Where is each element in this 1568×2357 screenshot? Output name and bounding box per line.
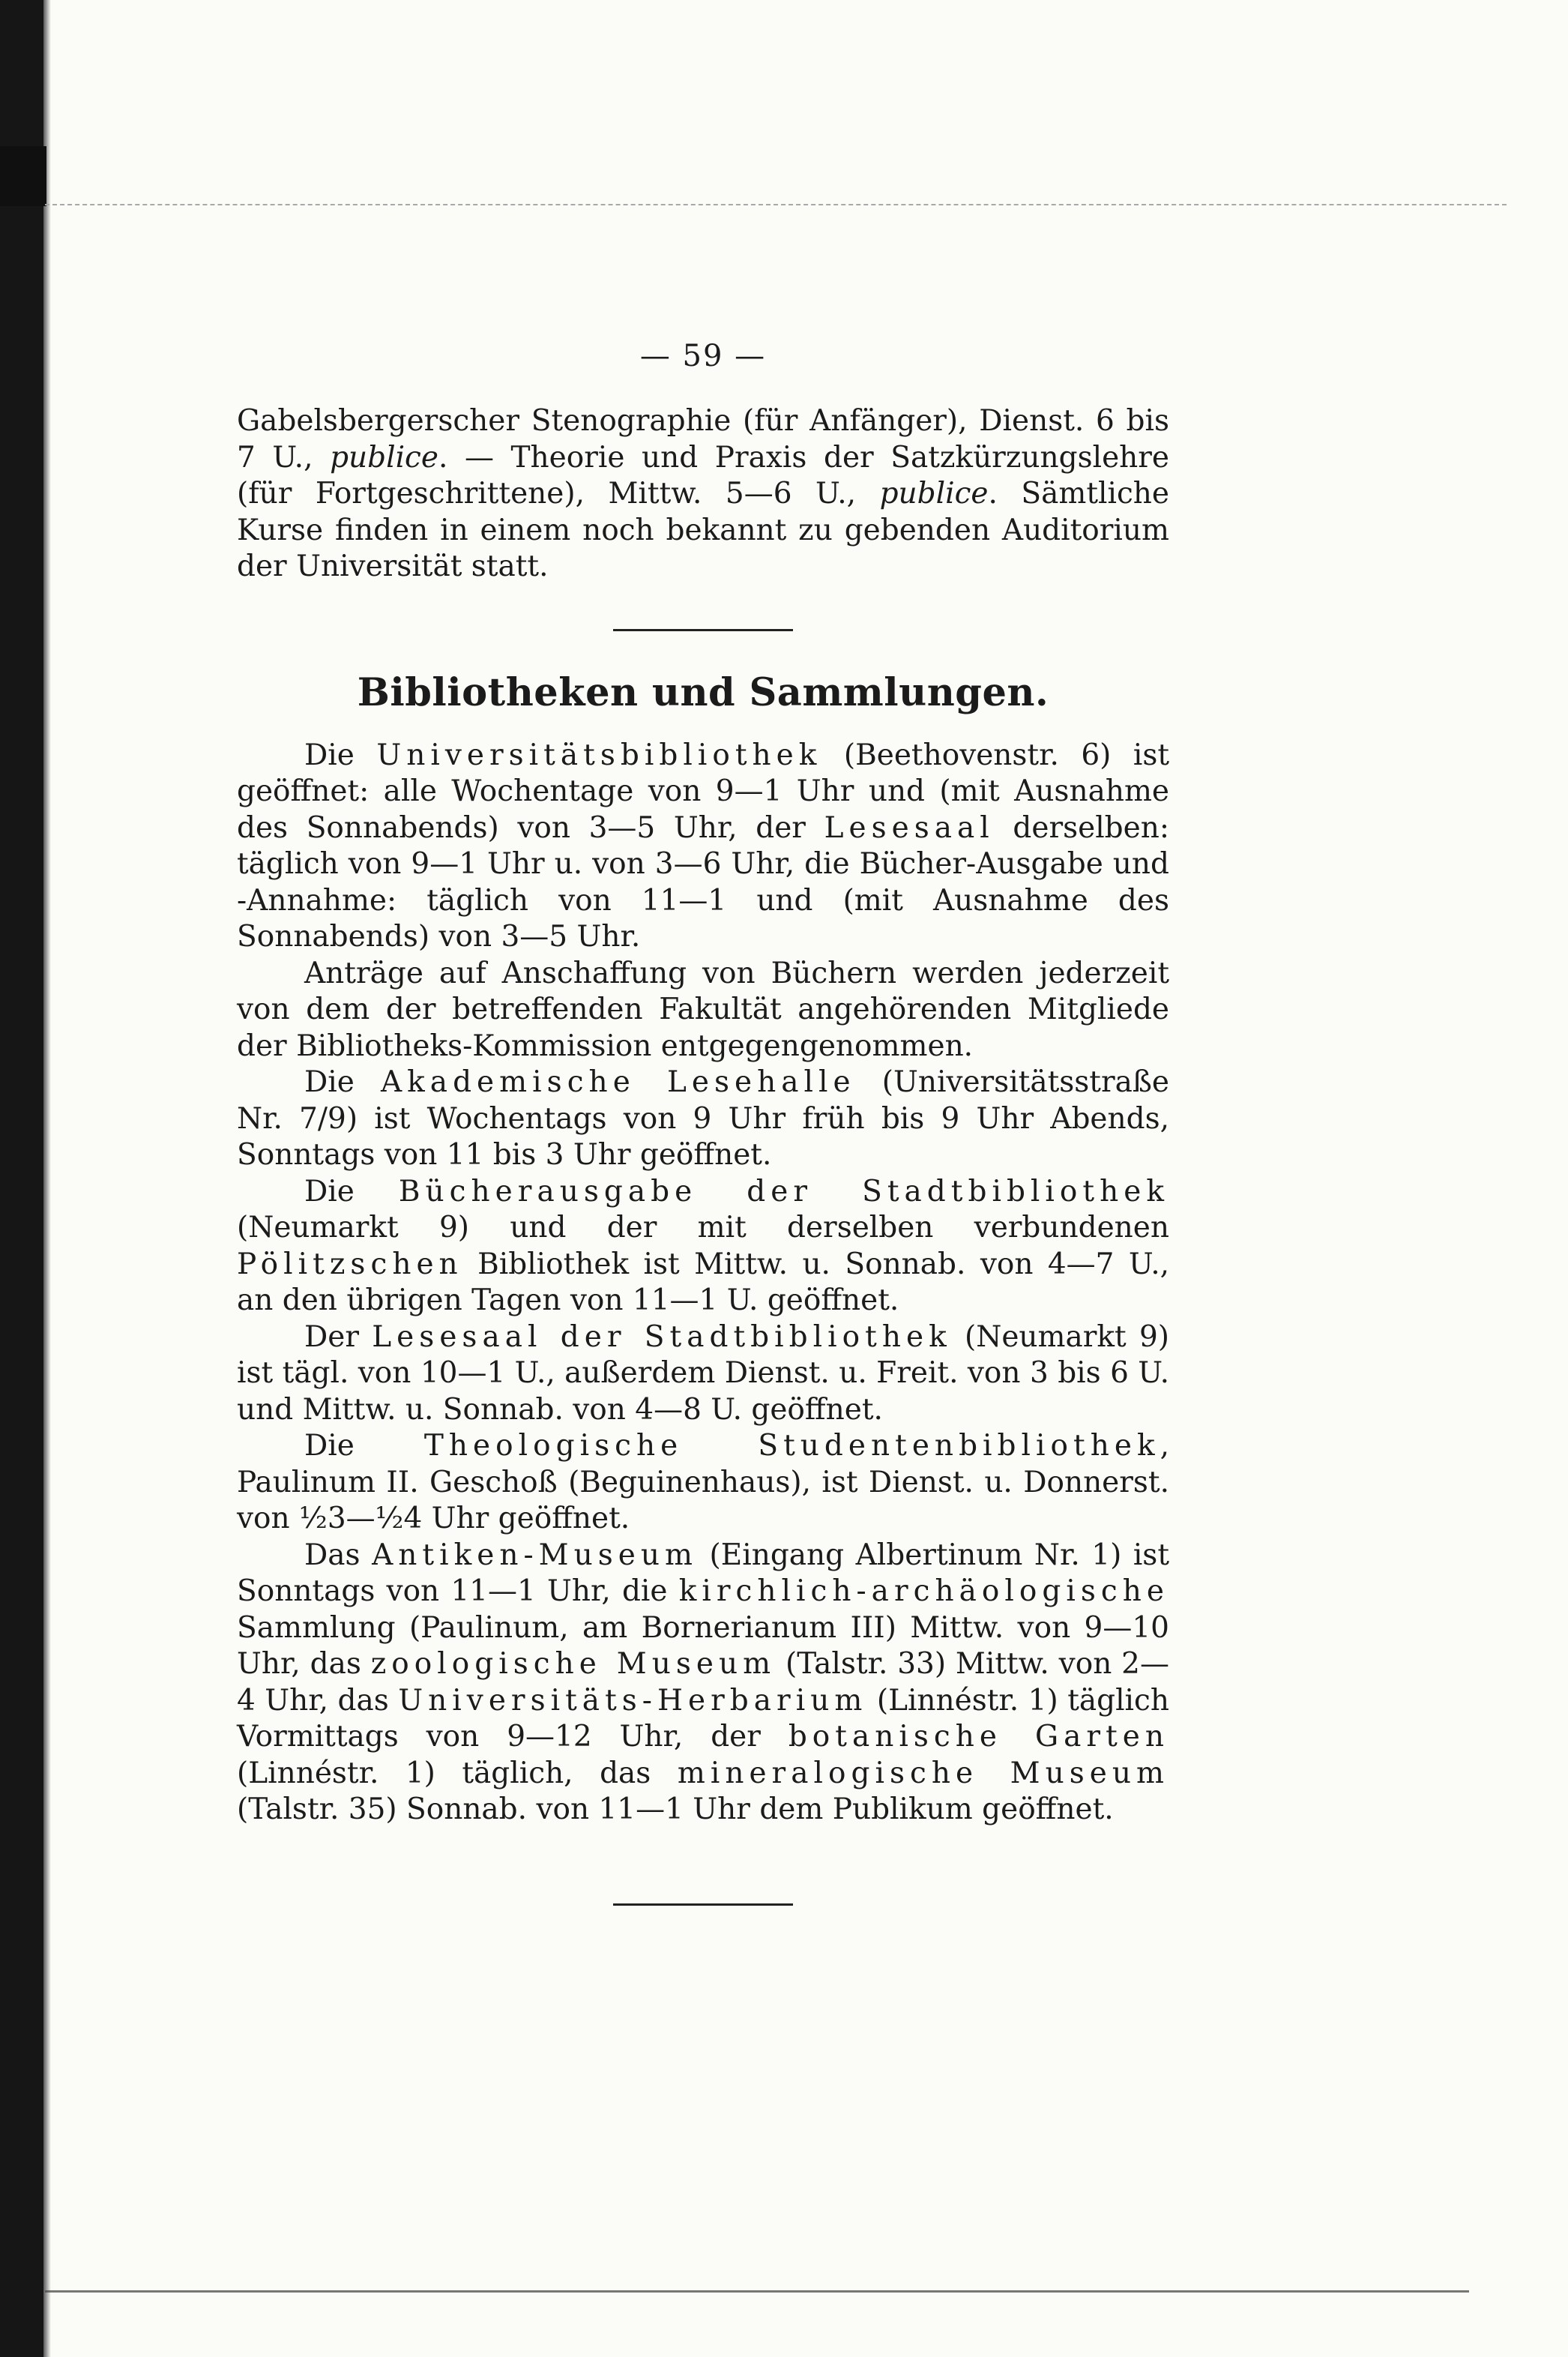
paragraph-theologische-studentenbibliothek (237, 1428, 1169, 1538)
text-run: Der (304, 1319, 373, 1354)
text-run: (Talstr. 33) Mittw. von 2—4 Uhr, das (237, 1647, 1169, 1718)
intro-text-1: Gabelsbergerscher Stenographie (für Anfänger), Dienst. 6 bis 7 U., (237, 404, 1169, 475)
paragraph-buecherausgabe (237, 1174, 1169, 1319)
paragraph-akademische-lesehalle (237, 1065, 1169, 1174)
text-run: (Universitätsstraße Nr. 7/9) ist Wochentags von 9 Uhr früh bis 9 Uhr Abends, Sonntags von 11 bis 3 Uhr geöffnet. (237, 1065, 1169, 1172)
emphasized-term: kirchlich-archäologische (678, 1574, 1169, 1608)
text-run: Die (304, 1429, 424, 1463)
text-run: (Linnéstr. 1) täglich Vormittags von 9—12 Uhr, der (237, 1683, 1169, 1754)
emphasized-term: Theologische Studentenbibliothek (423, 1429, 1160, 1463)
text-run: Das (304, 1538, 373, 1572)
paragraph-museen-sammlungen (237, 1538, 1169, 1828)
publice-term: publice (330, 440, 438, 475)
emphasized-term: mineralogische Museum (677, 1756, 1169, 1790)
binding-tab-mark (0, 146, 46, 206)
emphasized-term: Universitäts-Herbarium (398, 1683, 868, 1718)
text-run: Die (304, 1174, 399, 1208)
section-divider-bottom (613, 1903, 793, 1906)
publice-term: publice (879, 477, 989, 511)
paragraph-antraege (237, 956, 1169, 1065)
text-run: (Neumarkt 9) und der mit derselben verbundenen (237, 1211, 1169, 1244)
intro-paragraph (237, 403, 1169, 586)
text-run: (Talstr. 35) Sonnab. von 11—1 Uhr dem Publikum geöffnet. (237, 1792, 1114, 1826)
text-run: Die (304, 738, 377, 772)
scan-edge-line-top (45, 204, 1507, 205)
text-run: , Paulinum II. Geschoß (Beguinenhaus), ist Dienst. u. Donnerst. von ½3—½4 Uhr geöffnet. (237, 1429, 1170, 1535)
text-run: Anträge auf Anschaffung von Büchern werden jederzeit von dem der betreffenden Fakultät angehörenden Mitgliede der Bibliotheks-Kommission entgegengenommen. (237, 956, 1169, 1063)
page-content (237, 339, 1169, 1906)
text-run: Sammlung (Paulinum, am Bornerianum III) Mittw. von 9—10 Uhr, das (237, 1610, 1169, 1681)
text-run: (Linnéstr. 1) täglich, das (237, 1756, 678, 1790)
text-run: (Eingang Albertinum Nr. 1) ist Sonntags von 11—1 Uhr, die (237, 1538, 1169, 1608)
text-run: (Beethovenstr. 6) ist geöffnet: alle Wochentage von 9—1 Uhr und (mit Ausnahme des Sonnabends) von 3—5 Uhr, der (237, 738, 1170, 845)
paragraph-universitaetsbibliothek (237, 738, 1169, 956)
section-divider-top (613, 629, 793, 631)
emphasized-term: zoologische Museum (370, 1647, 777, 1681)
page-number: — 59 — (639, 339, 767, 373)
text-run: Die (304, 1065, 381, 1099)
emphasized-term: Antiken-Museum (372, 1538, 699, 1572)
text-run: (Neumarkt 9) ist tägl. von 10—1 U., außerdem Dienst. u. Freit. von 3 bis 6 U. und Mittw. u. Sonnab. von 4—8 U. geöffnet. (237, 1319, 1170, 1427)
emphasized-term: Bücherausgabe der Stadtbibliothek (398, 1174, 1169, 1208)
emphasized-term: Lesesaal (824, 810, 995, 845)
section-heading: Bibliotheken und Sammlungen. (357, 669, 1049, 715)
emphasized-term: Lesesaal der Stadtbibliothek (372, 1319, 952, 1354)
paragraph-lesesaal-stadtbibliothek (237, 1319, 1169, 1429)
intro-text-3: . Sämtliche Kurse finden in einem noch bekannt zu gebenden Auditorium der Universität statt. (237, 477, 1169, 583)
intro-text-2: . — Theorie und Praxis der Satzkürzungslehre (für Fortgeschrittene), Mittw. 5—6 U., (237, 440, 1169, 511)
emphasized-term: botanische Garten (788, 1720, 1169, 1754)
book-binding-edge (0, 0, 43, 2357)
emphasized-term: Universitätsbibliothek (376, 738, 822, 772)
emphasized-term: Pölitzschen (237, 1247, 463, 1281)
scan-edge-line-bottom (45, 2290, 1469, 2293)
text-run: derselben: täglich von 9—1 Uhr u. von 3—6 Uhr, die Bücher-Ausgabe und -Annahme: täglich von 11—1 und (mit Ausnahme des Sonnabends) von 3—5 Uhr. (237, 810, 1169, 954)
emphasized-term: Akademische Lesehalle (380, 1065, 856, 1099)
text-run: Bibliothek ist Mittw. u. Sonnab. von 4—7 U., an den übrigen Tagen von 11—1 U. geöffnet. (237, 1247, 1169, 1317)
